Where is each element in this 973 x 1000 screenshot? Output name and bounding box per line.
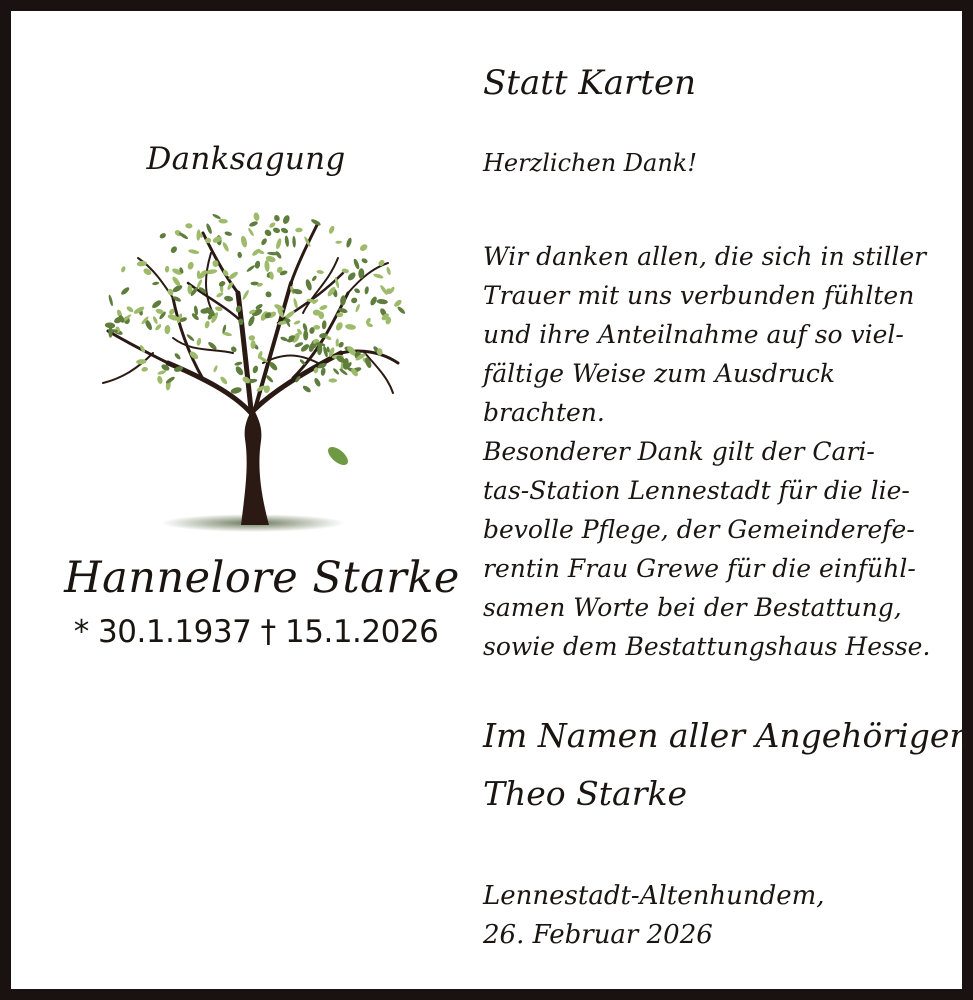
leaf-shape [373, 273, 384, 280]
leaf-shape [345, 237, 352, 248]
leaf-shape [322, 320, 327, 329]
leaf-shape [247, 227, 255, 237]
leaf-shape [105, 322, 116, 329]
leaf-shape [328, 378, 337, 382]
leaf-shape [247, 315, 256, 327]
body-line: Trauer mit uns verbunden fühlten [483, 281, 915, 310]
leaf-shape [240, 235, 248, 248]
leaf-shape [196, 337, 202, 346]
leaf-shape [335, 321, 345, 332]
leaf-shape [272, 227, 281, 234]
place-and-date [483, 877, 825, 955]
leaf-shape [165, 266, 170, 273]
leaf-shape [353, 258, 361, 270]
leaf-shape [335, 241, 342, 244]
life-dates: * 30.1.1937 † 15.1.2026 [73, 614, 439, 650]
leaf-shape [313, 377, 322, 388]
leaf-shape [254, 260, 261, 269]
leaf-shape [120, 266, 126, 273]
leaf-shape [152, 316, 159, 325]
leaf-shape [376, 299, 388, 305]
leaf-shape [350, 297, 358, 304]
leaf-shape [222, 324, 227, 333]
greeting: Herzlichen Dank! [483, 149, 697, 177]
body-line: Wir danken allen, die sich in stiller [483, 242, 927, 271]
place: Lennestadt-Altenhundem, [483, 881, 825, 911]
leaf-shape [282, 214, 291, 225]
leaf-shape [320, 367, 326, 376]
leaf-shape [361, 257, 369, 264]
leaf-shape [170, 245, 179, 254]
leaf-shape [196, 279, 203, 289]
leaf-shape [319, 304, 328, 311]
leaf-shape [328, 225, 336, 235]
leaf-shape [295, 228, 303, 233]
leaf-shape [224, 231, 232, 237]
leaf-shape [355, 303, 361, 312]
leaf-shape [396, 305, 406, 314]
leaf-shape [293, 298, 299, 309]
leaf-shape [156, 375, 163, 384]
leaf-shape [137, 260, 148, 266]
leaf-shape [108, 294, 114, 306]
signoff: Im Namen aller Angehörigen [483, 716, 971, 755]
leaf-shape [120, 286, 131, 296]
body-line: Besonderer Dank gilt der Cari- [483, 437, 875, 466]
leaf-shape [332, 367, 340, 375]
leaf-shape [227, 270, 239, 280]
leaf-shape [159, 232, 167, 239]
leaf-shape [345, 323, 357, 330]
body-line: tas-Station Lennestadt für die lie- [483, 476, 910, 505]
leaf-shape [196, 229, 201, 241]
thanks-body [483, 237, 930, 666]
leaf-shape [186, 333, 195, 342]
header-statt-karten: Statt Karten [483, 63, 696, 103]
leaf-shape [185, 223, 193, 229]
leaf-shape [188, 249, 200, 255]
date: 26. Februar 2026 [483, 920, 713, 950]
leaf-shape [204, 320, 210, 328]
leaf-shape [252, 365, 259, 374]
leaf-shape [126, 305, 135, 313]
body-line: und ihre Anteilnahme auf so viel- [483, 320, 904, 349]
left-column [11, 11, 481, 989]
leaf-shape [302, 384, 312, 393]
leaf-shape [386, 266, 392, 275]
body-line: rentin Frau Grewe für die einfühl- [483, 554, 916, 583]
leaf-shape [205, 223, 213, 235]
leaf-shape [280, 227, 289, 234]
tree-icon [93, 203, 413, 535]
leaf-shape [237, 251, 242, 258]
leaf-shape [219, 375, 228, 385]
leaf-shape [234, 361, 243, 366]
leaf-shape [249, 220, 259, 227]
signer-name: Theo Starke [483, 774, 687, 813]
leaf-shape [218, 219, 228, 224]
leaf-shape [284, 235, 289, 247]
leaf-shape [212, 213, 222, 220]
leaf-shape [151, 299, 163, 310]
deceased-name: Hannelore Starke [64, 553, 460, 603]
leaf-shape [248, 335, 255, 341]
leaf-shape [264, 290, 272, 298]
leaf-shape [273, 214, 281, 222]
leaf-shape [234, 365, 244, 377]
leaf-shape [303, 330, 308, 341]
leaf-shape [141, 366, 148, 372]
leaf-shape [311, 275, 317, 282]
leaf-shape [275, 238, 282, 250]
leaf-shape [393, 299, 403, 309]
leaf-shape [260, 237, 268, 246]
body-line: samen Worte bei der Bestattung, [483, 593, 902, 622]
leaf-shape [316, 270, 324, 275]
leaf-shape [133, 305, 146, 315]
leaf-shape [292, 236, 296, 248]
leaf-shape [263, 228, 272, 237]
heading-danksagung: Danksagung [146, 141, 346, 177]
leaf-shape [265, 374, 274, 383]
leaf-shape [157, 369, 167, 375]
leaf-shape [213, 365, 219, 373]
body-line: brachten. [483, 398, 605, 427]
leaf-shape [359, 243, 369, 253]
leaf-shape [364, 286, 369, 295]
leaf-shape [187, 261, 195, 270]
leaf-shape [305, 279, 313, 292]
leaf-shape [246, 264, 256, 273]
body-line: bevolle Pflege, der Gemeinderefe- [483, 515, 915, 544]
leaf-shape [241, 289, 249, 300]
body-line: sowie dem Bestattungshaus Hesse. [483, 632, 931, 661]
leaf-shape [174, 352, 182, 360]
leaf-shape [224, 295, 234, 302]
leaf-shape [221, 241, 229, 252]
leaf-shape [152, 281, 159, 285]
leaf-shape [253, 212, 260, 222]
leaf-shape [164, 325, 171, 335]
body-line: fältige Weise zum Ausdruck [483, 359, 836, 388]
leaf-shape [264, 260, 270, 272]
leaf-shape [216, 292, 224, 299]
leaf-shape [293, 320, 301, 325]
leaf-shape [154, 323, 162, 331]
leaf-shape [353, 287, 360, 294]
